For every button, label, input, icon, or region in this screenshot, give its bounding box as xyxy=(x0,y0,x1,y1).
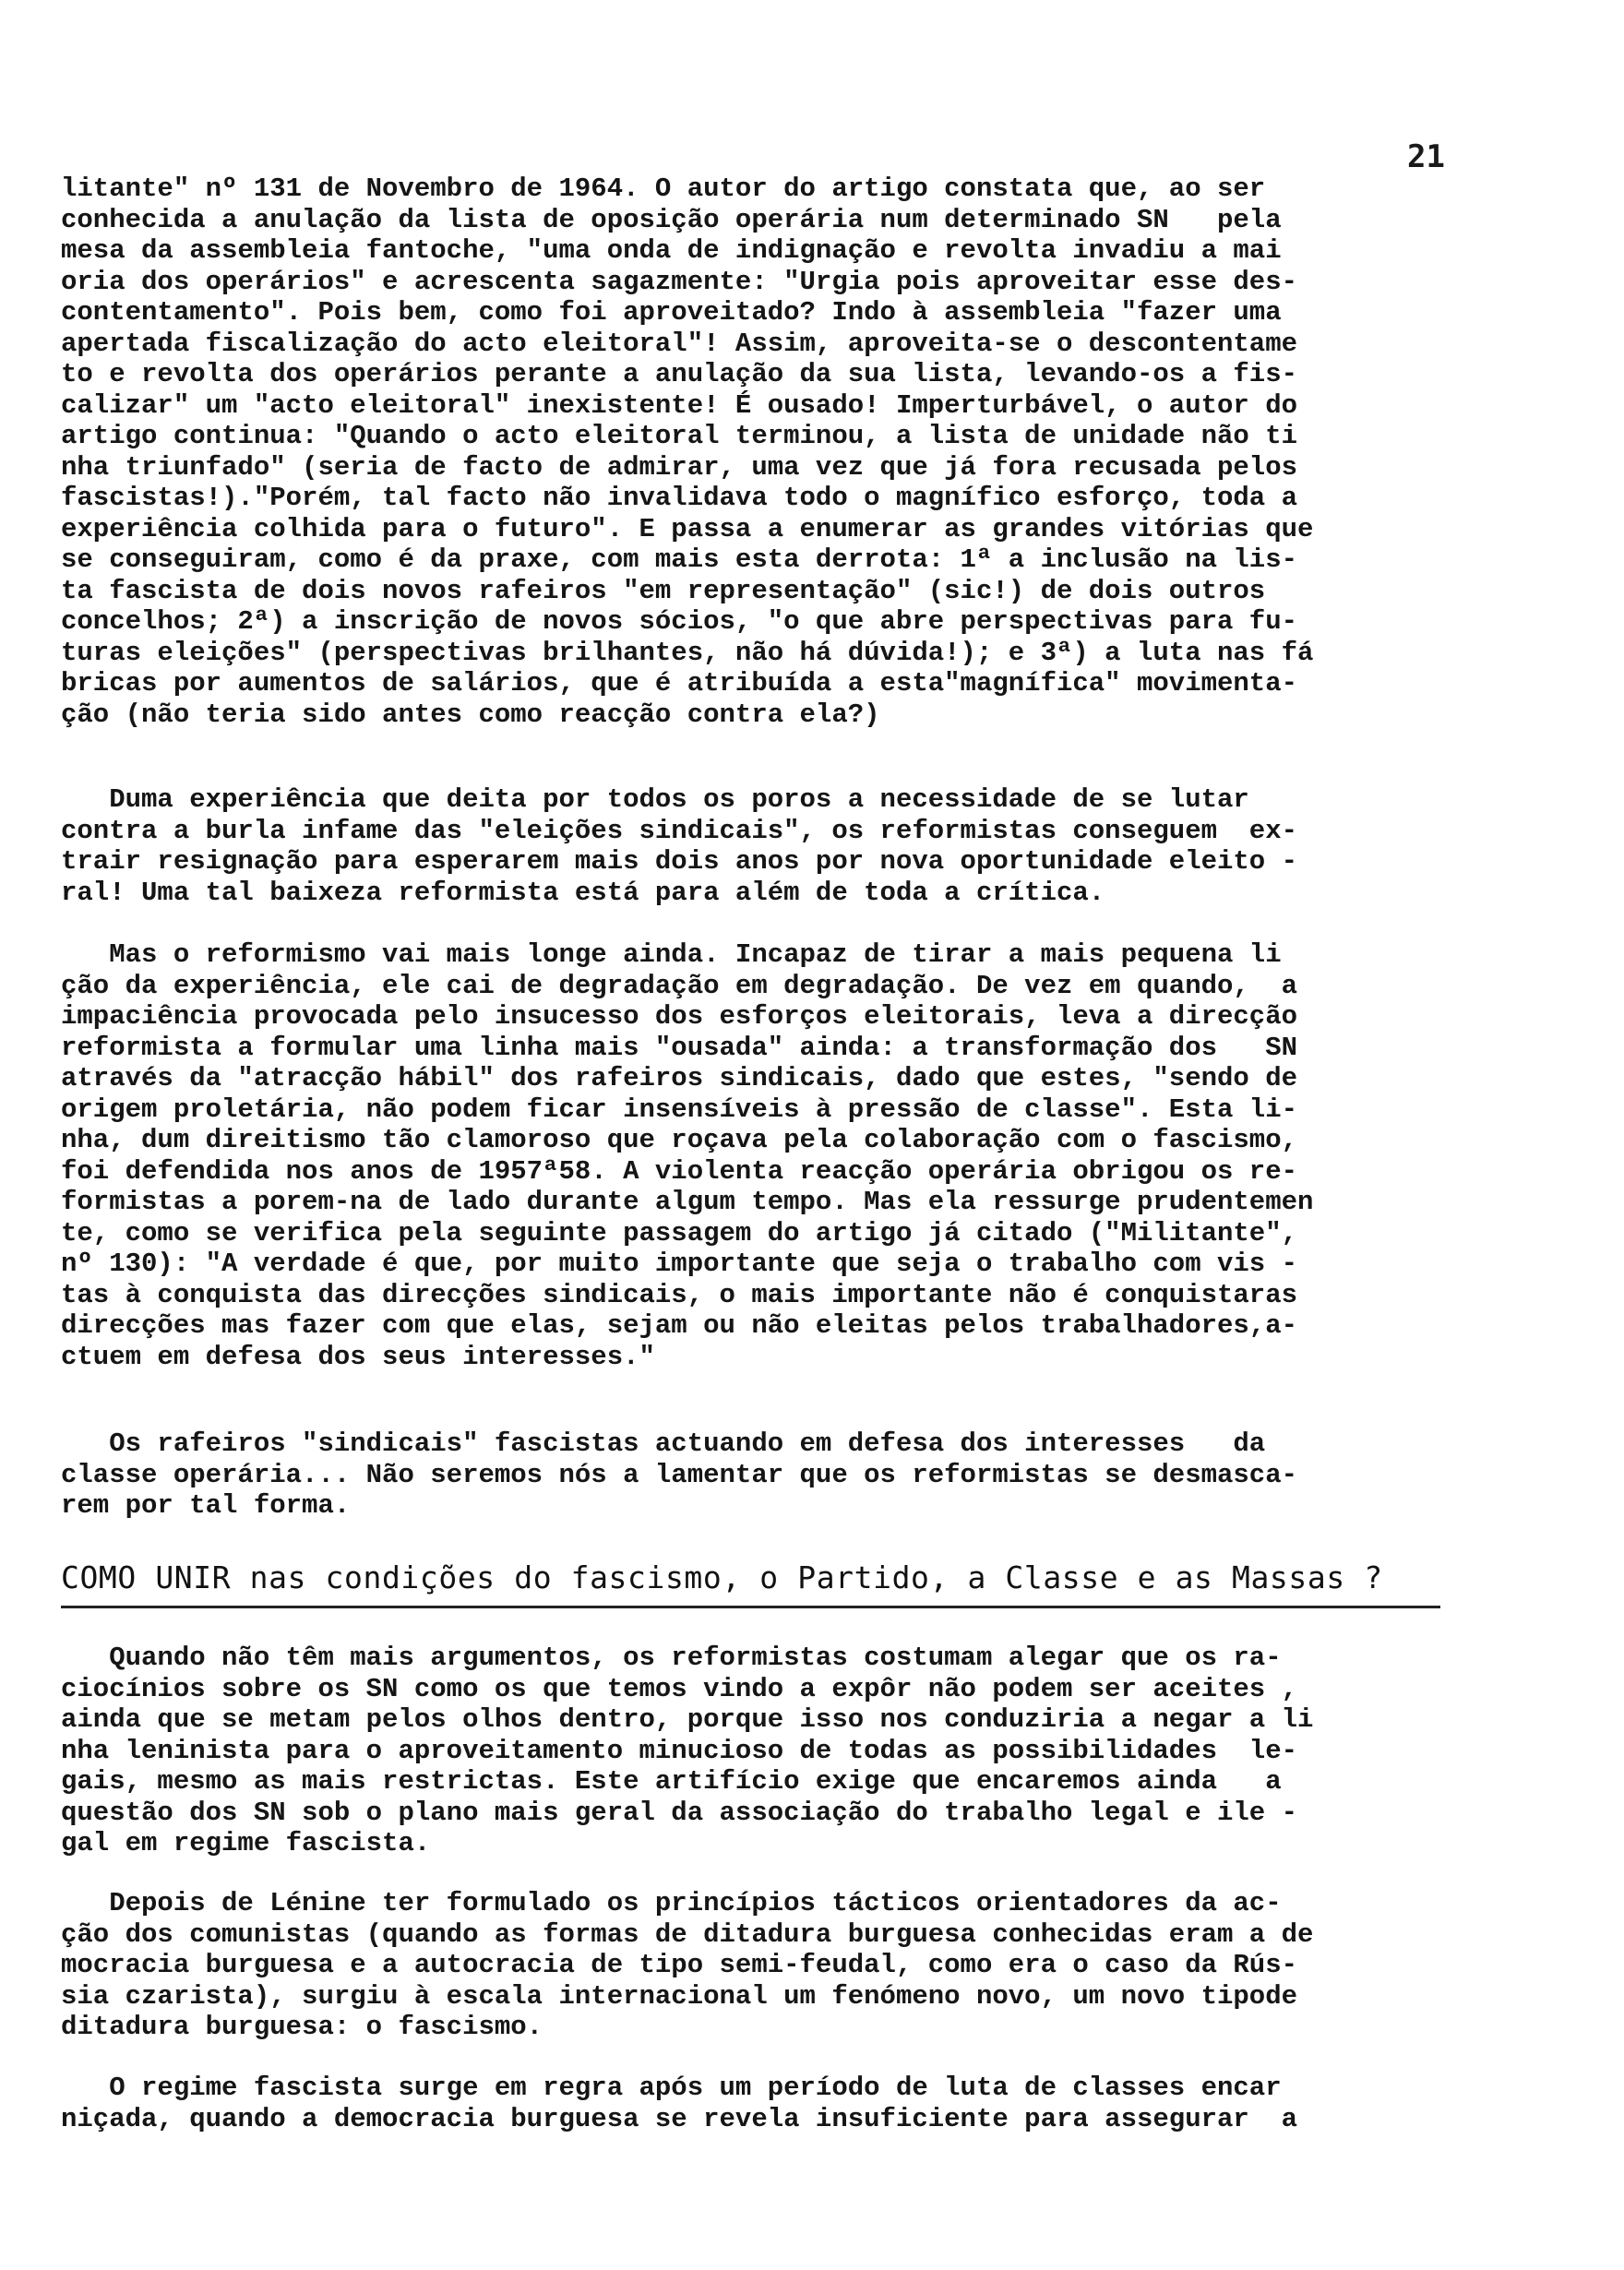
paragraph-reformist-arguments: Quando não têm mais argumentos, os reformistas costumam alegar que os ra- ciocínios sobre os SN como os que temos vindo a expôr não podem ser aceites , ainda que se metam pelos olhos dentro, porque isso nos conduziria a negar a li nha leninista para o aproveitamento minucioso de todas as possibilidades le- gais, mesmo as mais restrictas. Este artifício exige que encaremos ainda a questão dos SN sob o plano mais geral da associação do trabalho legal e ile - gal em regime fascista. xyxy=(61,1643,1314,1858)
paragraph-fascist-regime: O regime fascista surge em regra após um período de luta de classes encar niçada, quando a democracia burguesa se revela insuficiente para assegurar a xyxy=(61,2073,1298,2134)
heading-underline xyxy=(61,1606,1440,1608)
section-heading: COMO UNIR nas condições do fascismo, o Partido, a Classe e as Massas ? xyxy=(61,1559,1383,1595)
paragraph-militante-article: litante" nº 131 de Novembro de 1964. O autor do artigo constata que, ao ser conhecida a anulação da lista de oposição operária num determinado SN pela mesa da assembleia fantoche, "uma onda de indignação e revolta invadiu a mai oria dos operários" e acrescenta sagazmente: "Urgia pois aproveitar esse des- contentamento". Pois bem, como foi aproveitado? Indo à assembleia "fazer uma apertada fiscalização do acto eleitoral"! Assim, aproveita-se o descontentame to e revolta dos operários perante a anulação da sua lista, levando-os a fis- calizar" um "acto eleitoral" inexistente! É ousado! Imperturbável, o autor do artigo continua: "Quando o acto eleitoral terminou, a lista de unidade não ti nha triunfado" (seria de facto de admirar, uma vez que já fora recusada pelos fascistas!)."Porém, tal facto não invalidava todo o magnífico esforço, toda a experiência colhida para o futuro". E passa a enumerar as grandes vitórias que se conseguiram, como é da praxe, com mais esta derrota: 1ª a inclusão na lis- ta fascista de dois novos rafeiros "em representação" (sic!) de dois outros concelhos; 2ª) a inscrição de novos sócios, "o que abre perspectivas para fu- turas eleições" (perspectivas brilhantes, não há dúvida!); e 3ª) a luta nas fá bricas por aumentos de salários, que é atribuída a esta"magnífica" movimenta- ção (não teria sido antes como reacção contra ela?) xyxy=(61,173,1314,730)
paragraph-lenin-principles: Depois de Lénine ter formulado os princípios tácticos orientadores da ac- ção dos comunistas (quando as formas de ditadura burguesa conhecidas eram a de mocracia burguesa e a autocracia de tipo semi-feudal, como era o caso da Rús- sia czarista), surgiu à escala internacional um fenómeno novo, um novo tipode ditadura burguesa: o fascismo. xyxy=(61,1888,1314,2042)
paragraph-fascist-watchdogs: Os rafeiros "sindicais" fascistas actuando em defesa dos interesses da classe operária... Não seremos nós a lamentar que os reformistas se desmasca- rem por tal forma. xyxy=(61,1428,1298,1521)
paragraph-electoral-experience: Duma experiência que deita por todos os poros a necessidade de se lutar contra a burla infame das "eleições sindicais", os reformistas conseguem ex- trair resignação para esperarem mais dois anos por nova oportunidade eleito - ral! Uma tal baixeza reformista está para além de toda a crítica. xyxy=(61,784,1298,908)
paragraph-reformism-further: Mas o reformismo vai mais longe ainda. Incapaz de tirar a mais pequena li ção da experiência, ele cai de degradação em degradação. De vez em quando, a impaciência provocada pelo insucesso dos esforços eleitorais, leva a direcção reformista a formular uma linha mais "ousada" ainda: a transformação dos SN através da "atracção hábil" dos rafeiros sindicais, dado que estes, "sendo de origem proletária, não podem ficar insensíveis à pressão de classe". Esta li- nha, dum direitismo tão clamoroso que roçava pela colaboração com o fascismo, foi defendida nos anos de 1957ª58. A violenta reacção operária obrigou os re- formistas a porem-na de lado durante algum tempo. Mas ela ressurge prudentemen te, como se verifica pela seguinte passagem do artigo já citado ("Militante", nº 130): "A verdade é que, por muito importante que seja o trabalho com vis - tas à conquista das direcções sindicais, o mais importante não é conquistaras direcções mas fazer com que elas, sejam ou não eleitas pelos trabalhadores,a- ctuem em defesa dos seus interesses." xyxy=(61,939,1314,1372)
page-number: 21 xyxy=(1407,138,1445,175)
